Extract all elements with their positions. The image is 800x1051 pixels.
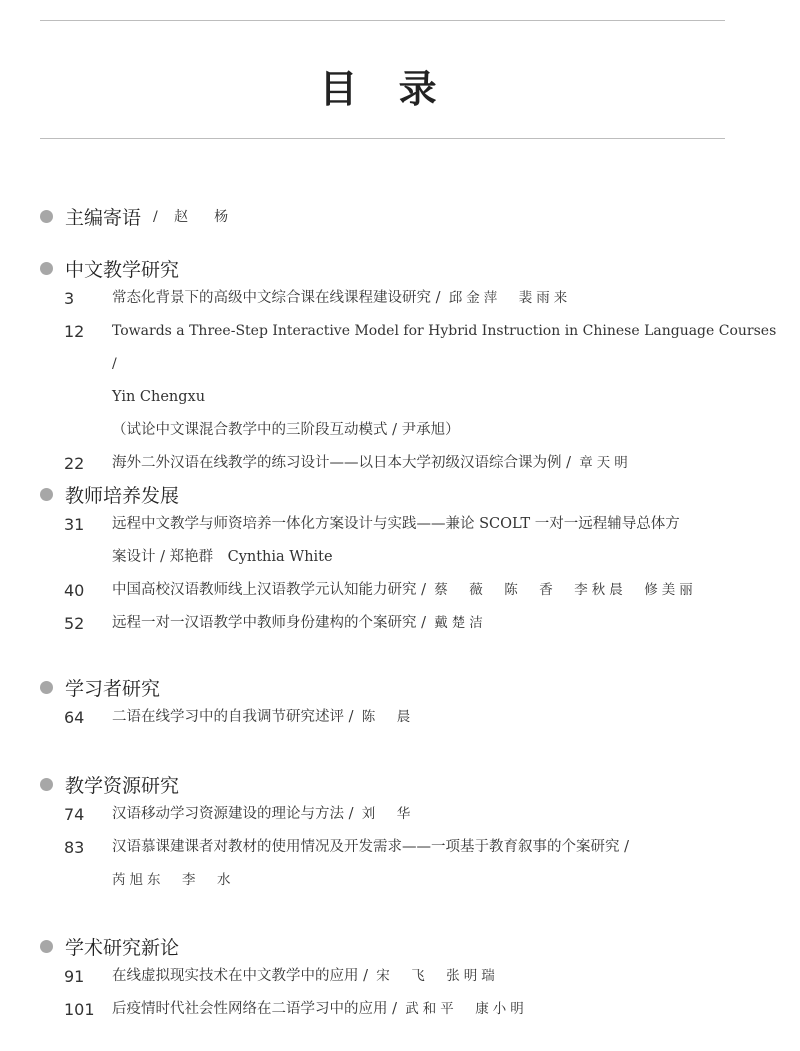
toc-entry[interactable]: [40, 315, 780, 447]
entry-authors: 武和平 康小明: [397, 1001, 528, 1017]
entry-authors: Yin Chengxu: [112, 389, 206, 405]
entry-authors: 宋 飞 张明瑞: [368, 968, 499, 984]
entry-authors: 刘 华: [353, 806, 415, 822]
entry-title: 远程中文教学与师资培养一体化方案设计与实践——兼论 SCOLT 一对一远程辅导总体方: [112, 516, 680, 532]
entry-authors: 邱金萍 裴雨来: [440, 290, 572, 306]
bullet-icon: [40, 262, 53, 275]
section-editor-note: [40, 202, 780, 230]
toc-entry[interactable]: [40, 282, 780, 315]
page-number: 3: [64, 289, 75, 308]
page-number: 101: [64, 1000, 95, 1019]
top-divider: [40, 20, 725, 21]
section-teaching-resources: [40, 770, 780, 897]
toc-entry[interactable]: [40, 607, 780, 640]
entry-title-continued: 案设计 / 郑艳群 Cynthia White: [112, 549, 333, 565]
section-title: 学习者研究: [65, 677, 161, 700]
section-new-academic-research: [40, 932, 780, 1026]
page-number: 91: [64, 967, 85, 986]
page-number: 64: [64, 708, 85, 727]
section-title: 学术研究新论: [65, 936, 180, 959]
entry-title: 海外二外汉语在线教学的练习设计——以日本大学初级汉语综合课为例 /: [112, 455, 571, 471]
page-title: 目 录: [319, 67, 451, 111]
entry-title: 中国高校汉语教师线上汉语教学元认知能力研究 /: [112, 582, 426, 598]
section-title: 教师培养发展: [65, 484, 180, 507]
entry-title: 汉语移动学习资源建设的理论与方法 /: [112, 806, 354, 822]
entry-title: 远程一对一汉语教学中教师身份建构的个案研究 /: [112, 615, 426, 631]
page-number: 74: [64, 805, 85, 824]
entry-authors: 蔡 薇 陈 香 李秋晨 修美丽: [426, 582, 697, 598]
entry-title: 在线虚拟现实技术在中文教学中的应用 /: [112, 968, 368, 984]
page-number: 12: [64, 322, 85, 341]
bottom-divider: [40, 138, 725, 139]
section-teacher-development: [40, 480, 780, 640]
bullet-icon: [40, 210, 53, 223]
entry-title: 二语在线学习中的自我调节研究述评 /: [112, 709, 354, 725]
page-number: 83: [64, 838, 85, 857]
toc-entry[interactable]: [40, 960, 780, 993]
page-number: 52: [64, 614, 85, 633]
toc-entry[interactable]: [40, 447, 780, 480]
toc-entry[interactable]: [40, 701, 780, 734]
section-chinese-teaching-research: [40, 254, 780, 480]
page-number: 40: [64, 581, 85, 600]
page-number: 22: [64, 454, 85, 473]
entry-authors: 芮旭东 李 水: [112, 872, 235, 888]
section-title[interactable]: 主编寄语: [65, 206, 142, 229]
section-title: 教学资源研究: [65, 774, 180, 797]
entry-title: 常态化背景下的高级中文综合课在线课程建设研究 /: [112, 290, 441, 306]
page-number: 31: [64, 515, 85, 534]
section-author: / 赵 杨: [153, 209, 235, 225]
toc-entry[interactable]: [40, 831, 780, 897]
entry-authors: 戴楚洁: [426, 615, 487, 631]
toc-entry[interactable]: [40, 508, 780, 574]
entry-title: 汉语慕课建课者对教材的使用情况及开发需求——一项基于教育叙事的个案研究 /: [112, 839, 629, 855]
section-learner-research: [40, 673, 780, 734]
entry-authors: 章天明: [571, 455, 632, 471]
bullet-icon: [40, 488, 53, 501]
toc-entry[interactable]: [40, 993, 780, 1026]
entry-title: 后疫情时代社会性网络在二语学习中的应用 /: [112, 1001, 397, 1017]
bullet-icon: [40, 940, 53, 953]
section-title: 中文教学研究: [65, 258, 180, 281]
entry-translated-title: （试论中文课混合教学中的三阶段互动模式 / 尹承旭）: [112, 422, 460, 438]
bullet-icon: [40, 681, 53, 694]
bullet-icon: [40, 778, 53, 791]
toc-entry[interactable]: [40, 798, 780, 831]
entry-title: Towards a Three-Step Interactive Model for Hybrid Instruction in Chinese Language Courses /: [112, 323, 777, 372]
toc-entry[interactable]: [40, 574, 780, 607]
entry-authors: 陈 晨: [353, 709, 415, 725]
